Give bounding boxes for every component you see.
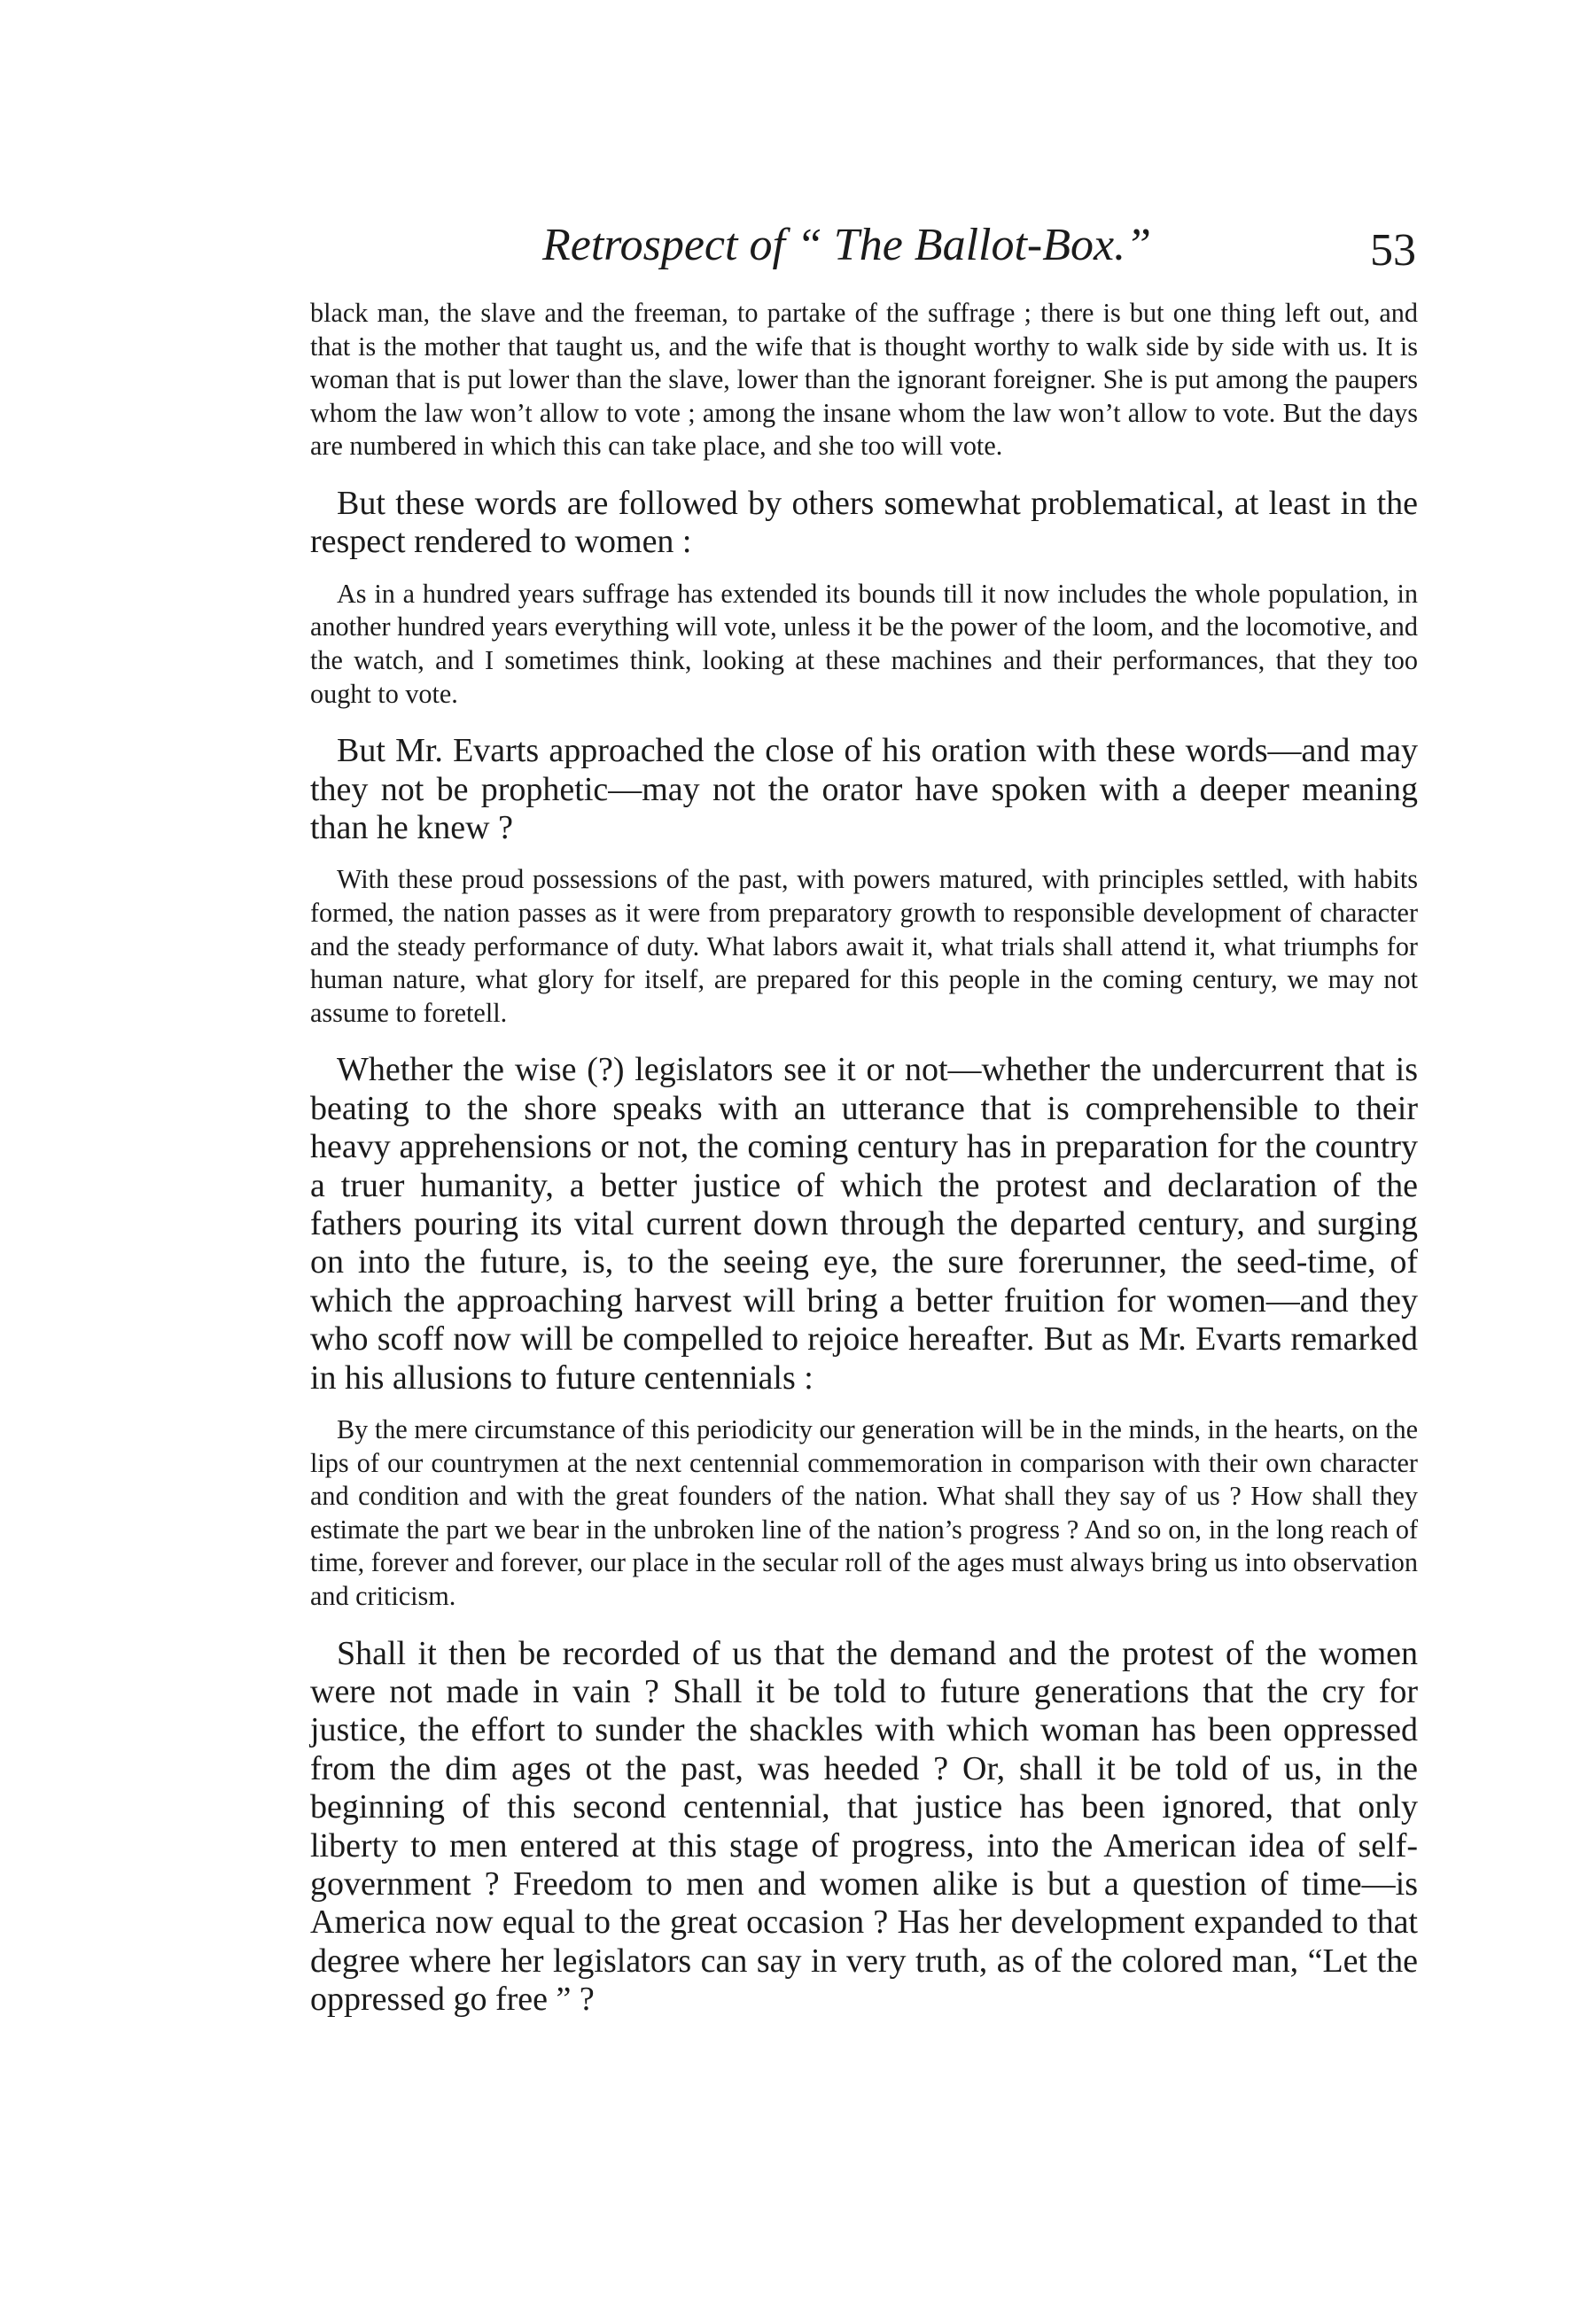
paragraph-problematical-words: But these words are followed by others somewhat problematical, at least in the respect rendered to women : bbox=[310, 484, 1418, 561]
quoted-passage-suffrage: black man, the slave and the freeman, to partake of the suffrage ; there is but one thing left out, and that is the mother that taught us, and the wife that is thought worthy to walk side by side with us. It is woman that is put lower than the slave, lower than the ignorant foreigner. She is put among the paupers whom the law won’t allow to vote ; among the insane whom the law won’t allow to vote. But the days are numbered in which this can take place, and she too will vote. bbox=[310, 298, 1418, 462]
paragraph-wise-legislators: Whether the wise (?) legislators see it or not—whether the undercurrent that is beating to the shore speaks with an utterance that is comprehensible to their heavy apprehensions or not, the coming century has in preparation for the country a truer humanity, a better justice of which the protest and declaration of the fathers pouring its vital current down through the departed century, and surging on into the future, is, to the seeing eye, the sure forerunner, the seed-time, of which the approaching harvest will bring a better fruition for women—and they who scoff now will be compelled to rejoice hereafter. But as Mr. Evarts remarked in his allusions to future centennials : bbox=[310, 1051, 1418, 1397]
quoted-passage-proud-possessions: With these proud possessions of the past, with powers matured, with principles settled, with habits formed, the nation passes as it were from preparatory growth to responsible development of character and the steady performance of duty. What labors await it, what trials shall attend it, what triumphs for human nature, what glory for itself, are prepared for this people in the coming century, we may not assume to foretell. bbox=[310, 864, 1418, 1028]
running-head bbox=[310, 217, 1436, 288]
quoted-passage-periodicity: By the mere circumstance of this periodicity our generation will be in the minds, in the hearts, on the lips of our countrymen at the next centennial commemoration in comparison with their own character and condition and with the great founders of the nation. What shall they say of us ? How shall they estimate the part we bear in the unbroken line of the nation’s progress ? And so on, in the long reach of time, forever and forever, our place in the secular roll of the ages must always bring us into observation and criticism. bbox=[310, 1414, 1418, 1611]
running-title: Retrospect of “ The Ballot-Box.” bbox=[542, 220, 1151, 270]
page-number: 53 bbox=[1370, 225, 1416, 276]
page-body bbox=[310, 297, 1418, 2020]
quoted-passage-everything-will-vote: As in a hundred years suffrage has extended its bounds till it now includes the whole population, in another hundred years everything will vote, unless it be the power of the loom, and the locomotive, and the watch, and I sometimes think, looking at these machines and their performances, that they too ought to vote. bbox=[310, 578, 1418, 709]
paragraph-close-of-oration: But Mr. Evarts approached the close of his oration with these words—and may they not be prophetic—may not the orator have spoken with a deeper meaning than he knew ? bbox=[310, 732, 1418, 846]
paragraph-shall-it-be-recorded: Shall it then be recorded of us that the demand and the protest of the women were not made in vain ? Shall it be told to future generations that the cry for justice, the effort to sunder the shackles with which woman has been oppressed from the dim ages ot the past, was heeded ? Or, shall it be told of us, in the beginning of this second centennial, that justice has been ignored, that only liberty to men entered at this stage of progress, into the American idea of self-government ? Freedom to men and women alike is but a question of time—is America now equal to the great occasion ? Has her development expanded to that degree where her legislators can say in very truth, as of the colored man, “Let the oppressed go free ” ? bbox=[310, 1634, 1418, 2019]
